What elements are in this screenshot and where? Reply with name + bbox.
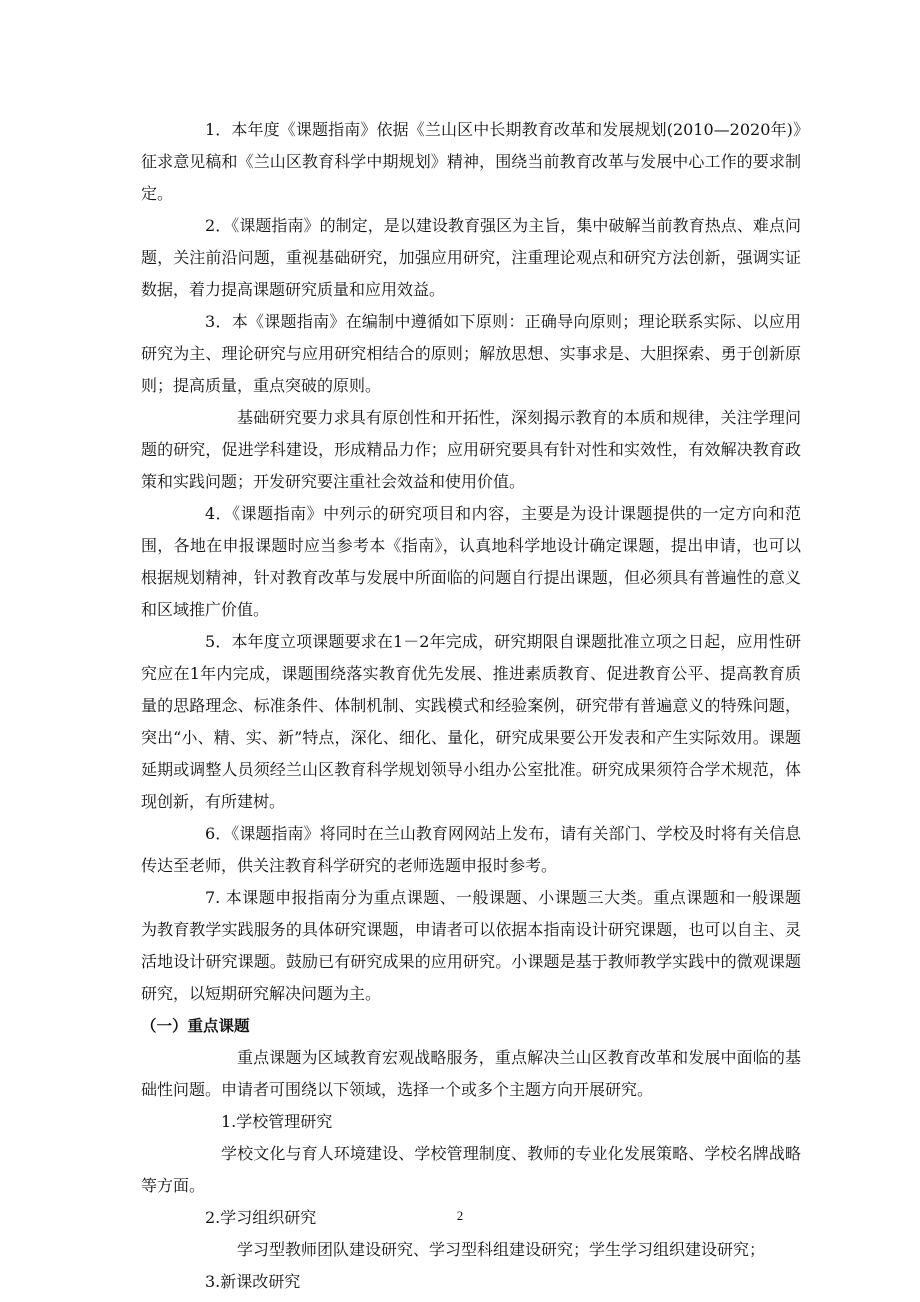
item-description: 学习型教师团队建设研究、学习型科组建设研究；学生学习组织建设研究； xyxy=(237,1240,766,1259)
paragraph-2: 2．《课题指南》的制定，是以建设教育强区为主旨，集中破解当前教育热点、难点问题，关注前沿问题，重视基础研究，加强应用研究，注重理论观点和研究方法创新，强调实证数据，着力提高课题研究质量和应用效益。 xyxy=(141,216,801,299)
section-heading: （一）重点课题 xyxy=(141,1017,250,1035)
item-title: 3.新课改研究 xyxy=(205,1272,301,1291)
paragraph-1: 1．本年度《课题指南》依据《兰山区中长期教育改革和发展规划(2010—2020年)》征求意见稿和《兰山区教育科学中期规划》精神，围绕当前教育改革与发展中心工作的要求制定。 xyxy=(141,120,801,203)
paragraph-6: 6．《课题指南》将同时在兰山教育网网站上发布，请有关部门、学校及时将有关信息传达至老师，供关注教育科学研究的老师选题申报时参考。 xyxy=(141,824,801,875)
paragraph-5: 5．本年度立项课题要求在1－2年完成，研究期限自课题批准立项之日起，应用性研究应在1年内完成，课题围绕落实教育优先发展、推进素质教育、促进教育公平、提高教育质量的思路理念、标准条件、体制机制、实践模式和经验案例，研究带有普遍意义的特殊问题，突出“小、精、实、新”特点，深化、细化、量化，研究成果要公开发表和产生实际效用。课题延期或调整人员须经兰山区教育科学规划领导小组办公室批准。研究成果须符合学术规范，体现创新，有所建树。 xyxy=(141,632,801,811)
item-description: 学校文化与育人环境建设、学校管理制度、教师的专业化发展策略、学校名牌战略等方面。 xyxy=(141,1144,801,1195)
paragraph-3: 3．本《课题指南》在编制中遵循如下原则：正确导向原则；理论联系实际、以应用研究为主、理论研究与应用研究相结合的原则；解放思想、实事求是、大胆探索、勇于创新原则；提高质量，重点突破的原则。 xyxy=(141,312,801,395)
section-intro: 重点课题为区域教育宏观战略服务，重点解决兰山区教育改革和发展中面临的基础性问题。申请者可围绕以下领域，选择一个或多个主题方向开展研究。 xyxy=(141,1048,801,1099)
item-title: 1.学校管理研究 xyxy=(221,1112,333,1131)
paragraph-7: 7. 本课题申报指南分为重点课题、一般课题、小课题三大类。重点课题和一般课题为教育教学实践服务的具体研究课题，申请者可以依据本指南设计研究课题，也可以自主、灵活地设计研究课题。鼓励已有研究成果的应用研究。小课题是基于教师教学实践中的微观课题研究，以短期研究解决问题为主。 xyxy=(141,888,801,1003)
document-body xyxy=(141,114,801,1298)
paragraph-4: 4．《课题指南》中列示的研究项目和内容，主要是为设计课题提供的一定方向和范围，各地在申报课题时应当参考本《指南》，认真地科学地设计确定课题，提出申请，也可以根据规划精神，针对教育改革与发展中所面临的问题自行提出课题，但必须具有普遍性的意义和区域推广价值。 xyxy=(141,504,801,619)
page-number: 2 xyxy=(456,1208,464,1223)
paragraph-basic-research: 基础研究要力求具有原创性和开拓性，深刻揭示教育的本质和规律，关注学理问题的研究，促进学科建设，形成精品力作；应用研究要具有针对性和实效性，有效解决教育政策和实践问题；开发研究要注重社会效益和使用价值。 xyxy=(141,408,801,491)
item-title: 2.学习组织研究 xyxy=(205,1208,317,1227)
